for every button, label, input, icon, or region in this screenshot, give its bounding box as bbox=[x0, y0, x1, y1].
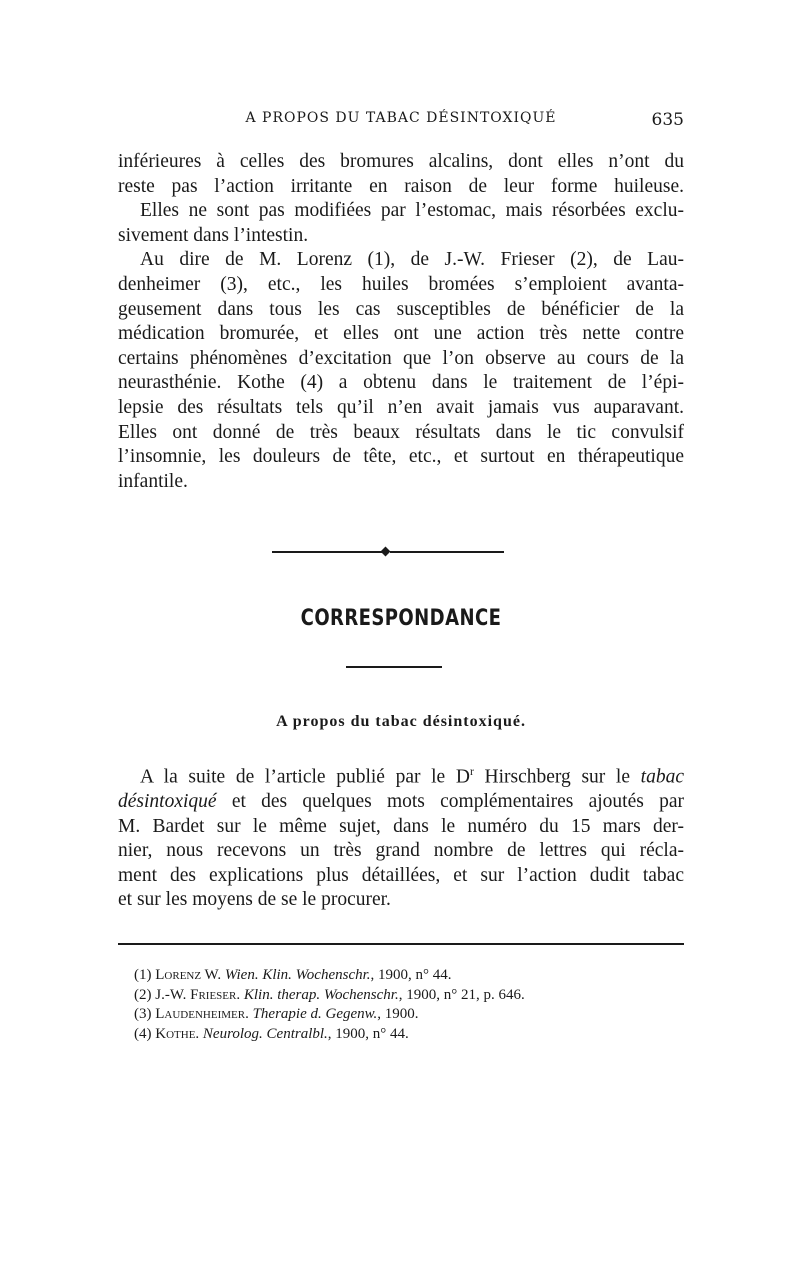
section-subheading: A propos du tabac désintoxiqué. bbox=[276, 713, 526, 730]
footnote-text: , 1900. bbox=[377, 1006, 419, 1022]
footnote-text: . bbox=[245, 1006, 253, 1022]
running-title: A PROPOS DU TABAC DÉSINTOXIQUÉ bbox=[245, 110, 557, 126]
ornament-rule-right bbox=[390, 551, 504, 553]
running-head bbox=[118, 110, 684, 140]
footnote-number: (1) bbox=[134, 967, 152, 983]
footnote-journal: Wien. Klin. Wochenschr. bbox=[224, 967, 371, 983]
footnote-text: , 1900, n° 21, p. 646. bbox=[398, 986, 525, 1003]
footnote-author: Lorenz bbox=[155, 967, 202, 983]
footnote-number: (2) bbox=[134, 986, 152, 1003]
footnote-journal: Therapie d. Gegenw. bbox=[252, 1006, 378, 1022]
letter-line: nier, nous recevons un très grand nombre de lettres qui récla- bbox=[118, 840, 684, 862]
footnote-rule bbox=[118, 943, 684, 945]
footnote-author: Kothe bbox=[155, 1025, 196, 1042]
page-number: 635 bbox=[651, 110, 684, 130]
paragraph-line: l’insomnie, les douleurs de tête, etc., et surtout en thérapeutique bbox=[118, 446, 684, 468]
footnote-text: . bbox=[195, 1025, 203, 1042]
paragraph-line: denheimer (3), etc., les huiles bromées s’emploient avanta- bbox=[118, 273, 684, 295]
paragraph-line: certains phénomènes d’excitation que l’on observe au cours de la bbox=[118, 347, 684, 369]
paragraph-line: sivement dans l’intestin. bbox=[118, 224, 309, 246]
letter-line bbox=[118, 790, 684, 815]
doctor-abbrev-sup: r bbox=[469, 765, 474, 778]
footnote-number: (4) bbox=[134, 1025, 152, 1042]
letter-text: A la suite de l’article publié par le D bbox=[140, 766, 470, 788]
paragraph-line: inférieures à celles des bromures alcalins, dont elles n’ont du bbox=[118, 151, 684, 172]
footnotes bbox=[134, 966, 674, 1044]
footnote-journal: Klin. therap. Wochenschr. bbox=[243, 986, 399, 1003]
letter-text: Hirschberg sur le bbox=[473, 766, 641, 788]
paragraph-line: Au dire de M. Lorenz (1), de J.-W. Frieser (2), de Lau- bbox=[140, 249, 684, 271]
letter-italic: tabac bbox=[640, 766, 684, 788]
footnote-item bbox=[134, 1005, 674, 1025]
paragraph-line: médication bromurée, et elles ont une action très nette contre bbox=[118, 323, 684, 345]
paragraph-line: infantile. bbox=[118, 470, 188, 492]
letter-line: et sur les moyens de se le procurer. bbox=[118, 889, 391, 911]
footnote-item bbox=[134, 1025, 674, 1045]
letter-line bbox=[118, 760, 684, 790]
footnote-text: , 1900, n° 44. bbox=[370, 967, 452, 983]
paragraph-line: geusement dans tous les cas susceptibles de bénéficier de la bbox=[118, 298, 684, 320]
ornament-diamond-icon bbox=[381, 547, 391, 557]
footnote-text: . bbox=[236, 986, 244, 1003]
paragraph-line: Elles ne sont pas modifiées par l’estomac, mais résorbées exclu- bbox=[140, 200, 684, 222]
footnote-author: J.-W. Frieser bbox=[155, 986, 237, 1003]
paragraph-line: Elles ont donné de très beaux résultats dans le tic convulsif bbox=[118, 421, 684, 443]
letter-text: et des quelques mots complémentaires ajoutés par bbox=[216, 791, 684, 813]
section-ornament bbox=[272, 548, 504, 556]
footnote-text: , 1900, n° 44. bbox=[327, 1025, 409, 1042]
footnote-journal: Neurolog. Centralbl. bbox=[202, 1025, 328, 1042]
footnote-item bbox=[134, 966, 674, 986]
letter-line: M. Bardet sur le même sujet, dans le numéro du 15 mars der- bbox=[118, 815, 684, 837]
letter-line: ment des explications plus détaillées, et sur l’action dudit tabac bbox=[118, 864, 684, 886]
footnote-text: W. bbox=[201, 967, 225, 983]
ornament-rule-left bbox=[272, 551, 382, 553]
letter-italic: désintoxiqué bbox=[118, 791, 217, 813]
section-title: CORRESPONDANCE bbox=[300, 606, 502, 631]
footnote-number: (3) bbox=[134, 1006, 152, 1022]
paragraph-line: neurasthénie. Kothe (4) a obtenu dans le traitement de l’épi- bbox=[118, 372, 684, 394]
section-rule bbox=[346, 666, 442, 668]
footnote-author: Laudenheimer bbox=[155, 1006, 246, 1022]
paragraph-line: reste pas l’action irritante en raison de leur forme huileuse. bbox=[118, 175, 684, 197]
paragraph-line: lepsie des résultats tels qu’il n’en avait jamais vus auparavant. bbox=[118, 396, 684, 418]
letter-paragraph bbox=[118, 760, 684, 913]
footnote-item bbox=[134, 986, 674, 1006]
intro-paragraph bbox=[118, 150, 684, 494]
